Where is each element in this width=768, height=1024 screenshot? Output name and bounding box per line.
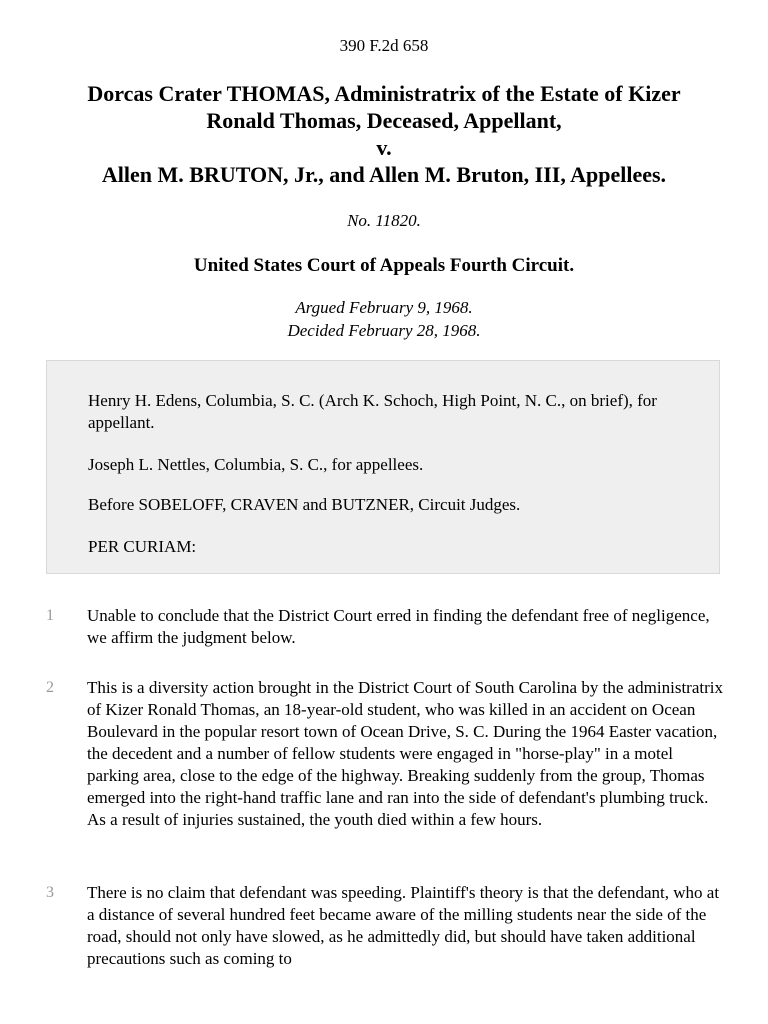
docket-number: No. 11820. (347, 211, 421, 230)
decision-dates (0, 296, 768, 342)
counsel-box (46, 360, 720, 574)
appellee-counsel: Joseph L. Nettles, Columbia, S. C., for appellees. (88, 455, 424, 474)
appellant-counsel: Henry H. Edens, Columbia, S. C. (Arch K. Schoch, High Point, N. C., on brief), for appellant. (88, 391, 657, 432)
case-title-line: v. (376, 135, 392, 160)
case-citation: 390 F.2d 658 (339, 36, 429, 55)
case-title-line: Dorcas Crater THOMAS, Administratrix of the Estate of Kizer (87, 81, 681, 106)
case-title-line: Ronald Thomas, Deceased, Appellant, (206, 108, 562, 133)
per-curiam-label: PER CURIAM: (88, 537, 197, 556)
court-name: United States Court of Appeals Fourth Circuit. (193, 255, 575, 276)
paragraph-text: There is no claim that defendant was speeding. Plaintiff's theory is that the defendant, who at a distance of several hundred feet became aware of the milling students near the side of the road, should not only have slowed, as he admittedly did, but should have taken additional precautions such as coming to (87, 883, 720, 968)
argued-date: Argued February 9, 1968. (295, 298, 473, 317)
case-title-line: Allen M. BRUTON, Jr., and Allen M. Bruton, III, Appellees. (101, 162, 667, 187)
panel-judges: Before SOBELOFF, CRAVEN and BUTZNER, Circuit Judges. (88, 495, 521, 514)
paragraph-number: 2 (46, 679, 54, 696)
case-title (30, 80, 738, 188)
paragraph-number: 1 (46, 607, 54, 624)
paragraph-text: This is a diversity action brought in the District Court of South Carolina by the administratrix of Kizer Ronald Thomas, an 18-year-old student, who was killed in an accident on Ocean Boulevard in the popular resort town of Ocean Drive, S. C. During the 1964 Easter vacation, the decedent and a number of fellow students were engaged in "horse-play" in a motel parking area, close to the edge of the highway. Breaking suddenly from the group, Thomas emerged into the right-hand traffic lane and ran into the side of defendant's plumbing truck. As a result of injuries sustained, the youth died within a few hours. (87, 678, 723, 829)
paragraph-number: 3 (46, 884, 54, 901)
paragraph-text: Unable to conclude that the District Court erred in finding the defendant free of negligence, we affirm the judgment below. (87, 606, 710, 647)
decided-date: Decided February 28, 1968. (287, 321, 481, 340)
